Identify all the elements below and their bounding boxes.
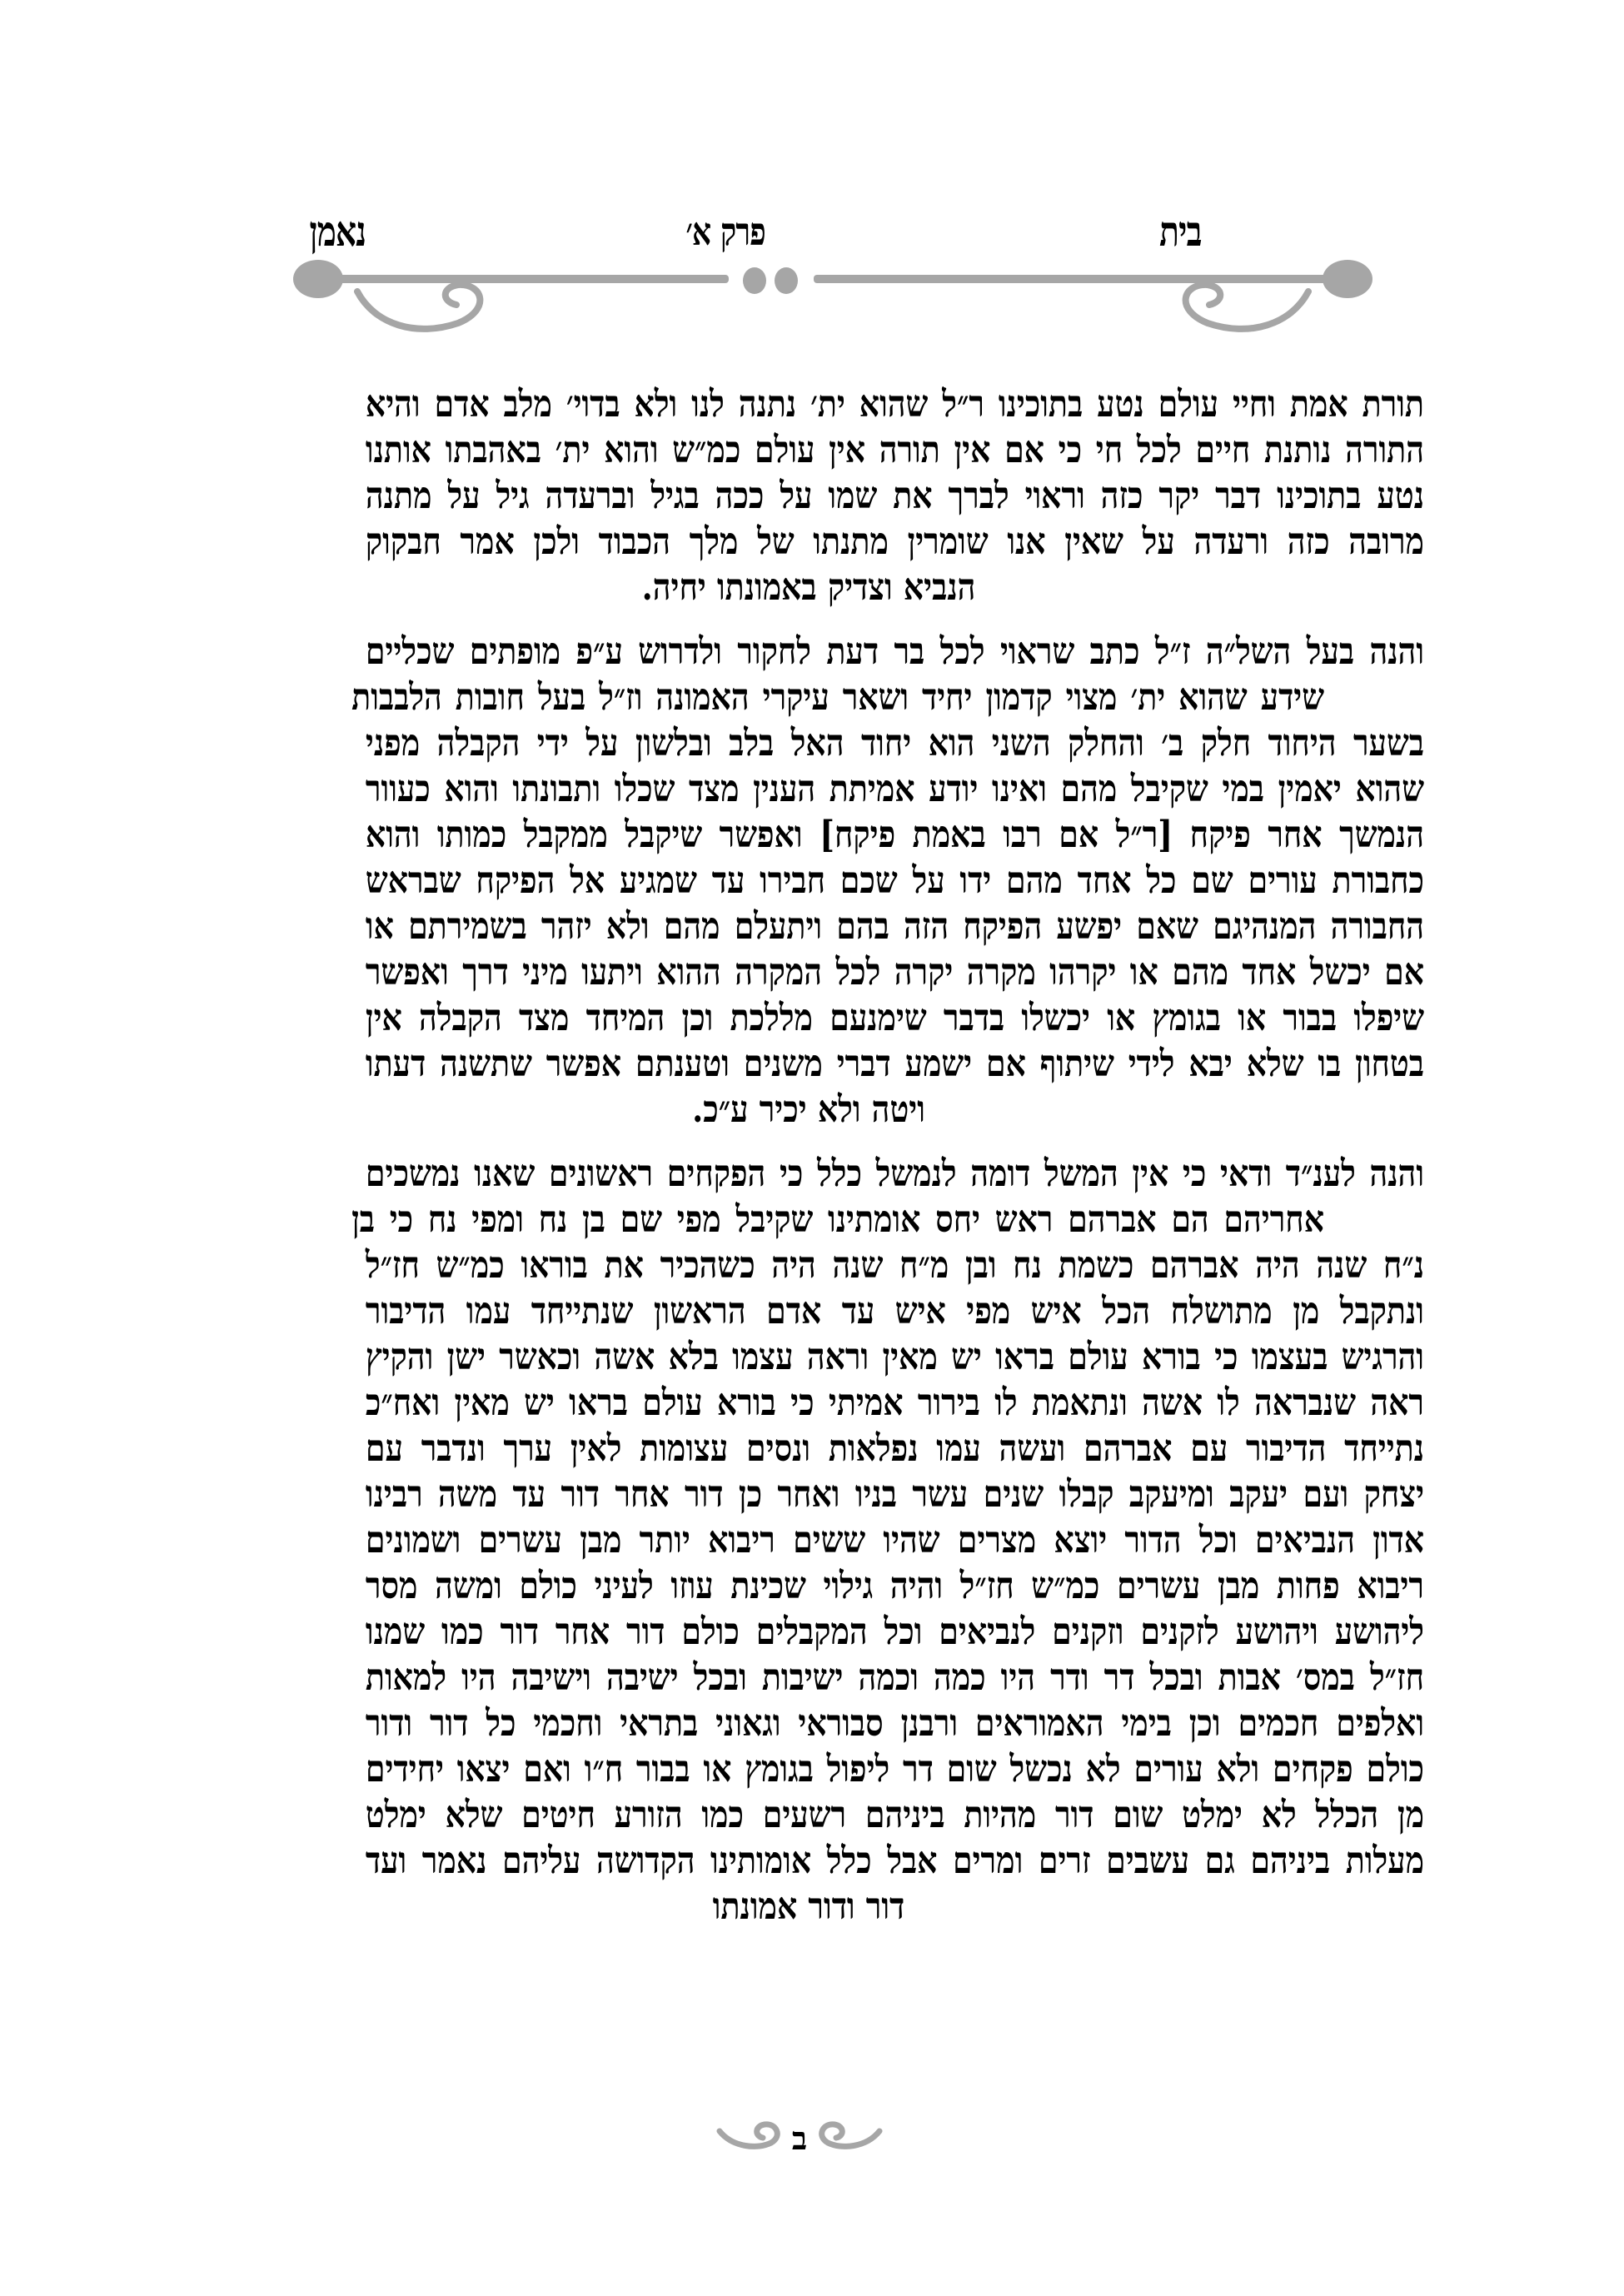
paragraph-1 [193,381,1424,610]
text-line: מעלות ביניהם גם עשבים זרים ומרים אבל כלל אומותינו הקדושה עליהם נאמר ועד [365,1840,1424,1882]
text-line: ואלפים חכמים וכן בימי האמוראים ורבנן סבוראי וגאוני בתראי וחכמי כל דור ודור [365,1702,1424,1745]
running-header [250,167,1416,333]
text-line: תורת אמת וחיי עולם נטע בתוכינו ר״ל שהוא ית׳ נתנה לנו ולא בדוי׳ מלב אדם והיא [365,383,1424,426]
text-line: כולם פקחים ולא עורים לא נכשל שום דר ליפול בגומץ או בבור ח״ו ואם יצאו יחידים [365,1748,1424,1790]
text-line: שהוא יאמין במי שקיבל מהם ואינו יודע אמיתת הענין מצד שכלו ותבונתו והוא כעוור [365,768,1424,810]
text-line: שידע שהוא ית׳ מצוי קדמון יחיד ושאר עיקרי האמונה וז״ל בעל חובות הלבבות [351,676,1324,719]
text-line: והנה בעל השל״ה ז״ל כתב שראוי לכל בר דעת לחקור ולדרוש ע״פ מופתים שכליים [365,630,1424,673]
text-line: מרובה כזה ורעדה על שאין אנו שומרין מתנתו של מלך הכבוד ולכן אמר חבקוק [365,520,1424,563]
text-line: כחבורת עורים שם כל אחד מהם ידו על שכם חבירו עד שמגיע אל הפיקח שבראש [365,859,1424,902]
text-line: ונתקבל מן מתושלח הכל איש מפי איש עד אדם הראשון שנתייחד עמו הדיבור [365,1290,1424,1332]
text-line: בשער היחוד חלק ב׳ והחלק השני הוא יחוד האל בלב ובלשון על ידי הקבלה מפני [365,722,1424,765]
text-line: והנה לענ״ד ודאי כי אין המשל דומה לנמשל כלל כי הפקחים ראשונים שאנו נמשכים [365,1153,1424,1195]
text-line: בטחון בו שלא יבא לידי שיתוף אם ישמע דברי משנים וטענתם אפשר שתשנה דעתו [365,1043,1424,1085]
text-line: ליהושע ויהושע לזקנים וזקנים לנביאים וכל המקבלים כולם דור אחר דור כמו שמנו [365,1611,1424,1653]
text-line: נטע בתוכינו דבר יקר כזה וראוי לברך את שמו על ככה בגיל וברעדה גיל על מתנה [365,475,1424,517]
text-line: שיפלו בבור או בגומץ או יכשלו בדבר שימנעם מללכת וכן המיחד מצד הקבלה אין [365,997,1424,1039]
text-line: אם יכשל אחד מהם או יקרהו מקרה יקרה לכל המקרה ההוא ויתעו מיני דרך ואפשר [365,951,1424,994]
header-title-right: בית [1159,207,1202,256]
text-line: נ״ח שנה היה אברהם כשמת נח ובן מ״ח שנה היה כשהכיר את בוראו כמ״ש חז״ל [365,1244,1424,1287]
text-line: מן הכלל לא ימלט שום דור מהיות ביניהם רשעים כמו הזורע חיטים שלא ימלט [365,1794,1424,1836]
text-line: והרגיש בעצמו כי בורא עולם בראו יש מאין וראה עצמו בלא אשה וכאשר ישן והקיץ [365,1336,1424,1378]
text-line: יצחק ועם יעקב ומיעקב קבלו שנים עשר בניו ואחר כן דור אחר דור עד משה רבינו [365,1473,1424,1516]
text-line: חז״ל במס׳ אבות ובכל דר ודר היו כמה וכמה ישיבות ובכל ישיבה וישיבה היו למאות [365,1656,1424,1699]
chapter-label: פרק א׳ [685,209,765,254]
page-number: ב [791,2119,808,2157]
text-line: החבורה המנהיגם שאם יפשע הפיקח הזה בהם ויתעלם מהם ולא יזהר בשמירתם או [365,905,1424,948]
text-line: הנמשך אחר פיקח [ר״ל אם רבו באמת פיקח] ואפשר שיקבל ממקבל כמותו והוא [365,814,1424,856]
text-line: התורה נותנת חיים לכל חי כי אם אין תורה אין עולם כמ״ש והוא ית׳ באהבתו אותנו [365,429,1424,471]
text-line: הנביא וצדיק באמונתו יחיה. [641,566,976,609]
body-text [193,381,1424,1930]
text-line: אחריהם הם אברהם ראש יחס אומתינו שקיבל מפי שם בן נח ומפי נח כי בן [351,1198,1324,1241]
header-title-left: נאמן [309,207,366,256]
text-line: ריבוא פחות מבן עשרים כמ״ש חז״ל והיה גילוי שכינת עוזו לעיני כולם ומשה מסר [365,1565,1424,1607]
header-flourish-ornament-icon [250,250,1416,333]
page-number-folio [716,2119,883,2161]
text-line: ויטה ולא יכיר ע״כ. [692,1088,925,1131]
text-line: נתייחד הדיבור עם אברהם ועשה עמו נפלאות ונסים עצומות לאין ערך ונדבר עם [365,1427,1424,1470]
paragraph-3 [193,1151,1424,1930]
text-line: אדון הנביאים וכל הדור יוצא מצרים שהיו ששים ריבוא יותר מבן עשרים ושמונים [365,1519,1424,1561]
text-line: דור ודור אמונתו [712,1885,905,1928]
paragraph-2 [193,629,1424,1133]
text-line: ראה שנבראה לו אשה ונתאמת לו בירור אמיתי כי בורא עולם בראו יש מאין ואח״כ [365,1382,1424,1424]
